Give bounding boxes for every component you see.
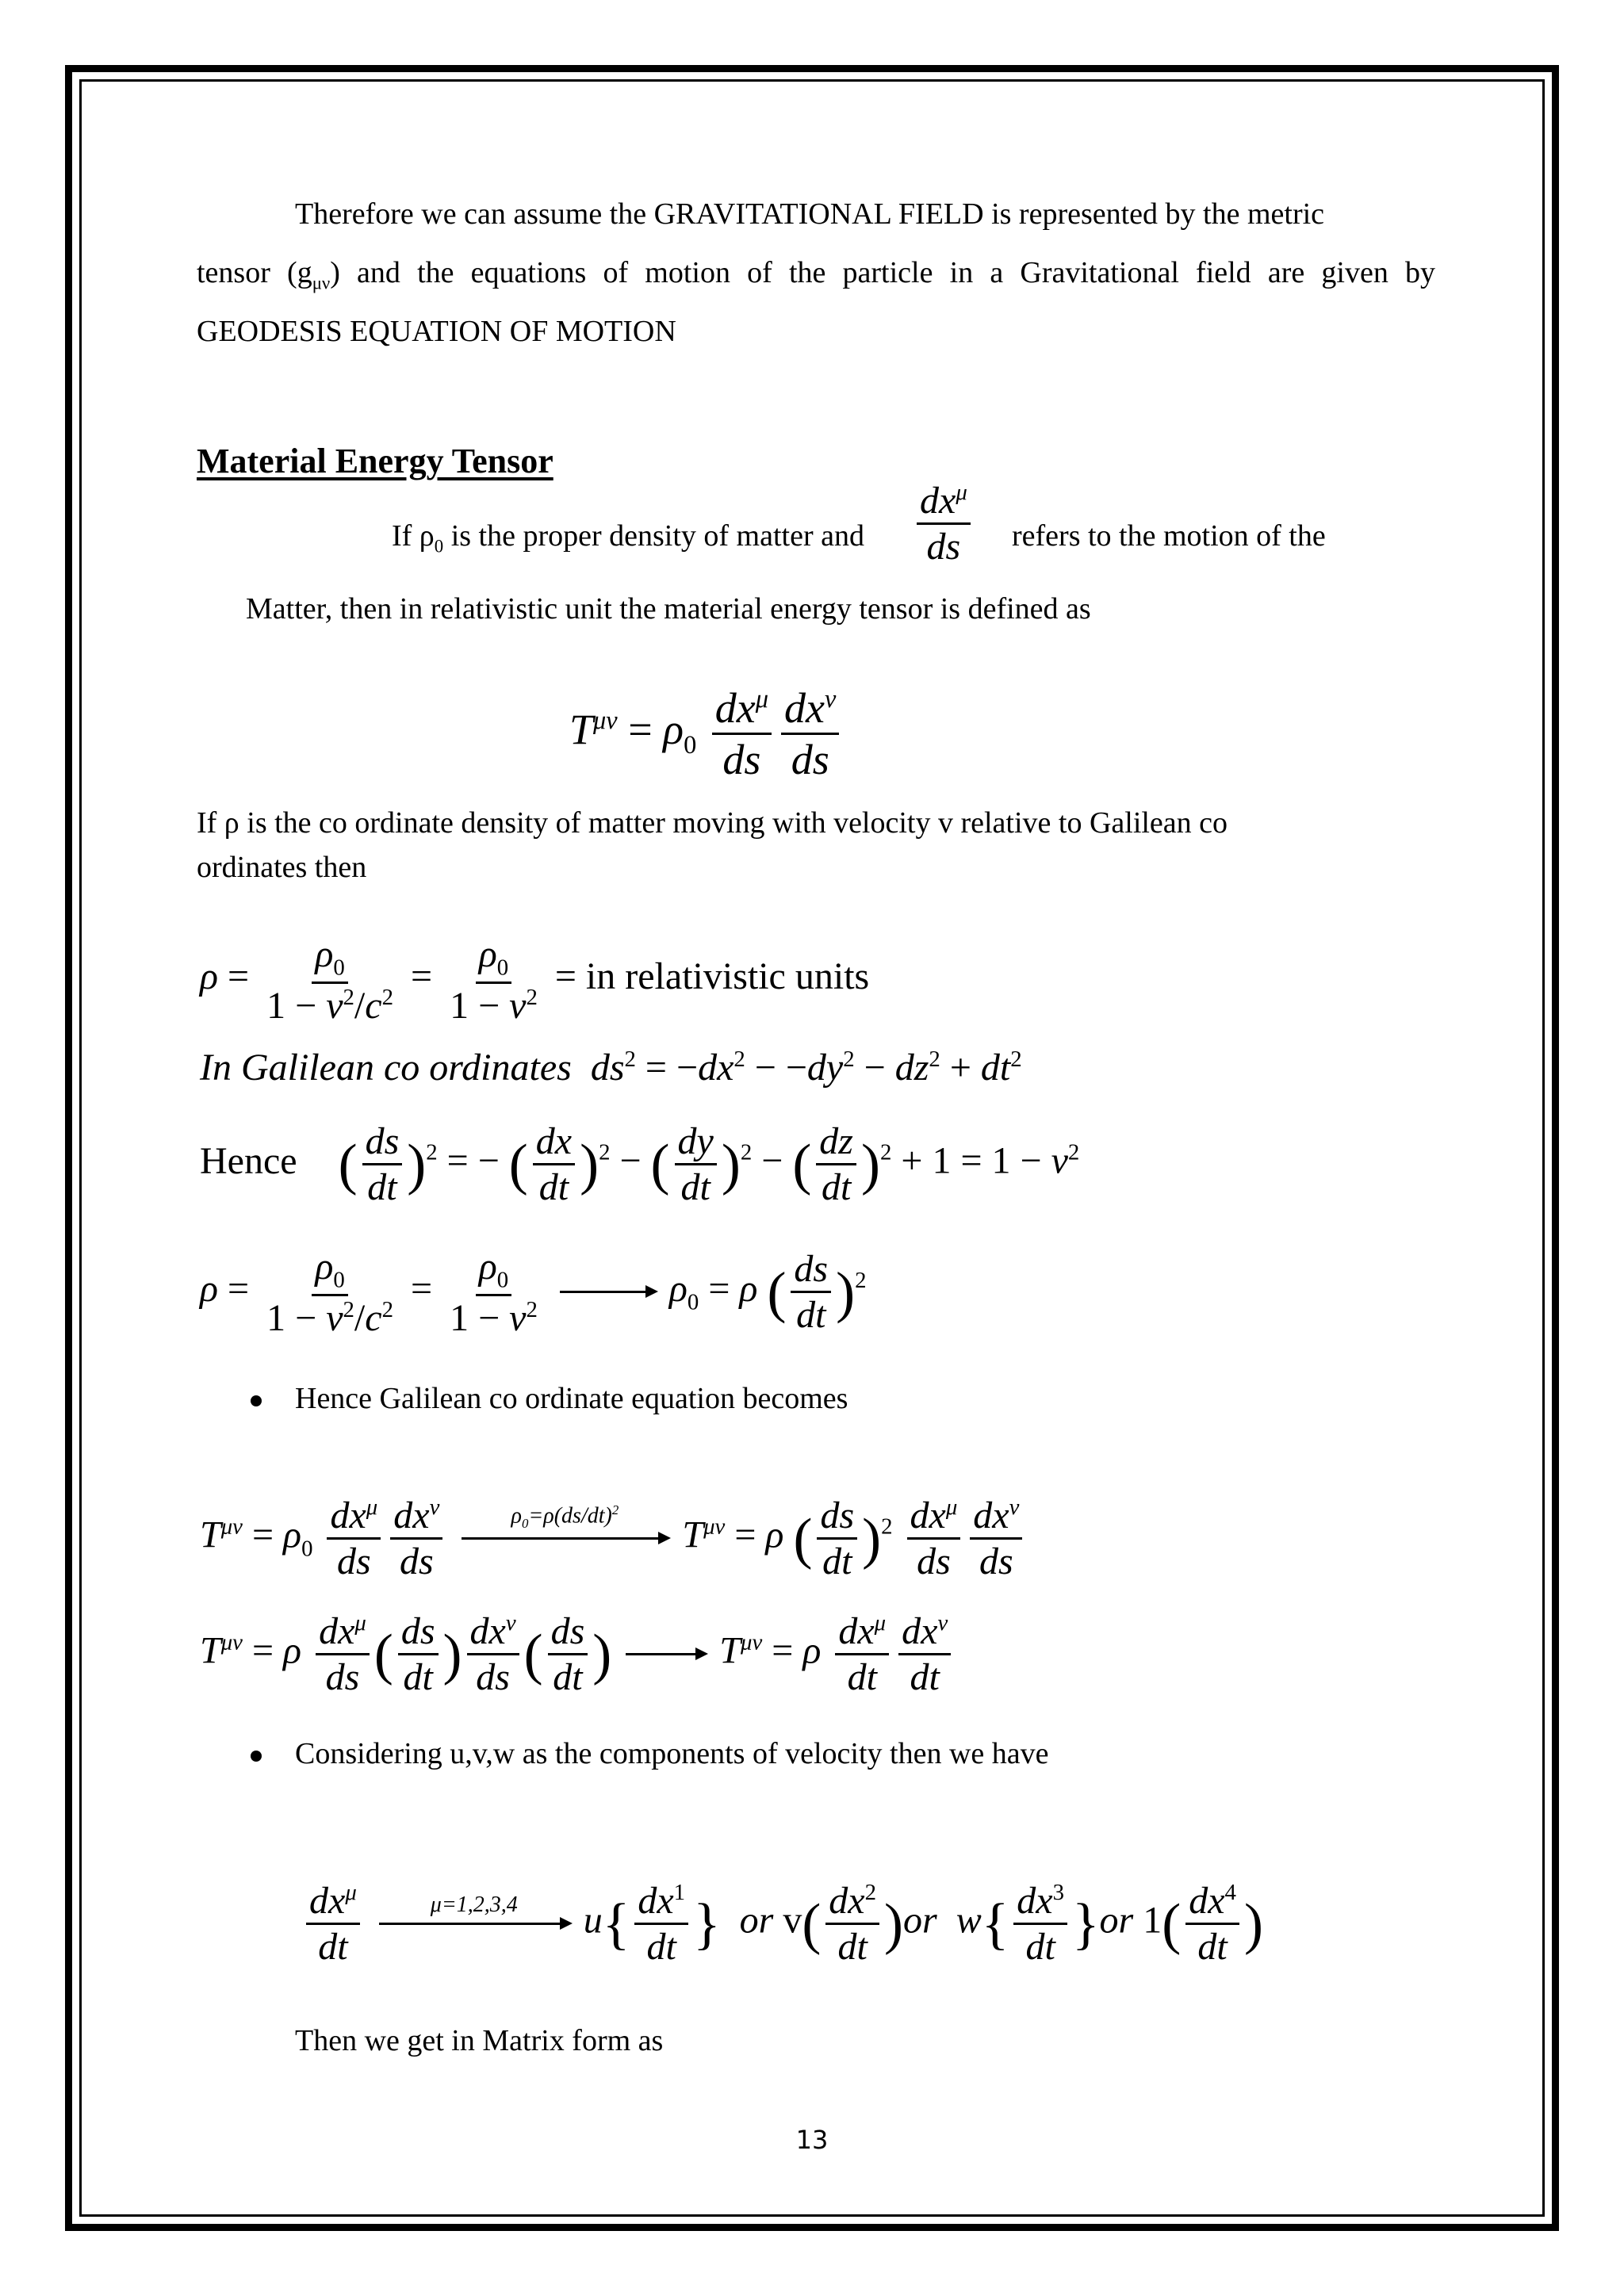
para1-suffix: refers to the motion of the [1012,519,1326,553]
para3-line-2: ordinates then [197,851,367,884]
para1-text: If $\rho_0$ is the proper density of matter and [392,519,864,557]
section-heading: Material Energy Tensor [197,442,553,480]
matrix-form-text: Then we get in Matrix form as [295,2024,664,2057]
galilean-metric-equation: In Galilean co ordinates $ds^2 = -dx^2 - -dy^2 - dz^2 + dt^2$ [200,1047,1022,1089]
intro-line-2: tensor $(g_{\mu\nu})$ and the equations of motion of the particle in a Gravitational field are given by [197,256,1435,293]
intro-line-3: GEODESIS EQUATION OF MOTION [197,315,676,348]
tensor-transform-1: $T^{\mu\nu} = \rho_0$ $\frac{dx^\mu}{ds}$ $\frac{dx^\nu}{ds}$ $\rho_0=\rho(ds/dt)^2$ $T^{\mu\nu} = \rho$ ( $\frac{ds}{dt}$ )$^2$ $\frac{dx^\mu}{ds}$ $\frac{dx^\nu}{ds}$ [200,1494,1027,1583]
bullet-2 [251,1751,262,1762]
hence-equation: Hence ( $\frac{ds}{dt}$ )$^2$ = − ( $\frac{dx}{dt}$ )$^2$ − ( $\frac{dy}{dt}$ )$^2$ − ( $\frac{dz}{dt}$ )$^2 + 1 = 1 - v^2$ [200,1120,1080,1209]
rho-equation-1: ρ = $\frac{\rho_0}{1 - v^2/c^2}$ = $\frac{\rho_0}{1 - v^2}$ = in relativistic units [200,933,870,1027]
bullet-1-text: Hence Galilean co ordinate equation becomes [295,1382,848,1415]
dxmu-ds-fraction: $\frac{dx^\mu}{ds}$ [912,479,975,568]
rho-equation-2: ρ = $\frac{\rho_0}{1 - v^2/c^2}$ = $\frac{\rho_0}{1 - v^2}$ $\rho_0 = \rho$ ( $\frac{ds}{dt}$ )$^2$ [200,1246,867,1339]
bullet-1 [251,1395,262,1406]
intro-line-1: Therefore we can assume the GRAVITATIONAL FIELD is represented by the metric [295,197,1325,231]
para3-line-1: If ρ is the co ordinate density of matter moving with velocity v relative to Galilean co [197,806,1228,840]
para2-text: Matter, then in relativistic unit the material energy tensor is defined as [246,592,1091,626]
velocity-components-equation: $\frac{dx^\mu}{dt}$ μ=1,2,3,4 u{ $\frac{dx^1}{dt}$ } or v( $\frac{dx^2}{dt}$ )or w{ $\frac{dx^3}{dt}$ }or 1( $\frac{dx^4}{dt}$ ) [301,1879,1263,1969]
tensor-definition-equation: $T^{\mu\nu} = \rho_0$ $\frac{dx^\mu}{ds}$ $\frac{dx^\nu}{ds}$ [569,683,844,784]
page-number: 13 [795,2125,829,2155]
tensor-transform-2: $T^{\mu\nu} = \rho$ $\frac{dx^\mu}{ds}$ ( $\frac{ds}{dt}$ ) $\frac{dx^\nu}{ds}$ ( $\frac{ds}{dt}$ ) $T^{\mu\nu} = \rho$ $\frac{dx^\mu}{dt}$ $\frac{dx^\nu}{dt}$ [200,1609,956,1699]
bullet-2-text: Considering u,v,w as the components of velocity then we have [295,1737,1049,1770]
